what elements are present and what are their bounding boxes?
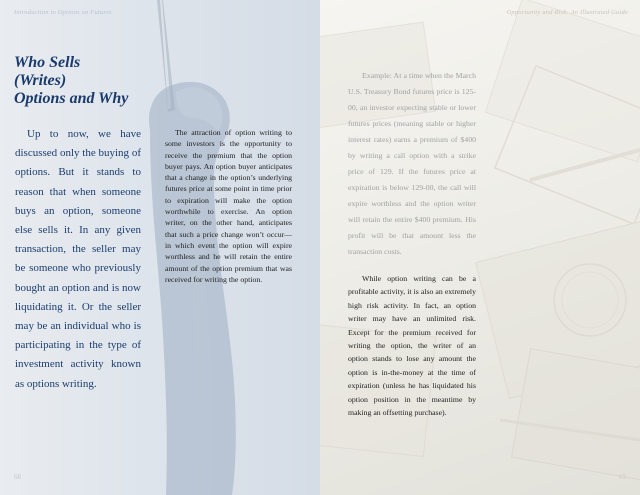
title-line: Who Sells <box>14 54 81 71</box>
risk-paragraph: While option writing can be a profitable activity, it is also an extremely high risk activity. In fact, an option writer may have an unlimited risk. Except for the premium received for writing the option, the writer of an option stands to lose any amount the option is in-the-money at the time of expiration (unless he has liquidated his option position in the meantime by making an offsetting purchase). <box>348 274 476 418</box>
title-line: Options and Why <box>14 90 129 107</box>
page-number: 69 <box>619 473 626 481</box>
title-line: (Writes) <box>14 72 67 89</box>
intro-paragraph: Up to now, we have discussed only the buying of options. But it stands to reason that when someone buys an option, someone else sells it. In any given transaction, the seller may be someone who previously bought an option and is now liquidating it. Or the seller may be an individual who is participating in the type of investment activity known as options writing. <box>15 128 141 390</box>
section-title <box>14 54 164 108</box>
option-writing-attraction-paragraph: The attraction of option writing to some investors is the opportunity to receive the premium that the option buyer pays. An option buyer anticipates that a change in the option’s underlying futures price at some point in time prior to expiration will make the option worthwhile to exercise. An option writer, on the other hand, anticipates that such a price change won’t occur—in which event the option will expire worthless and he will retain the entire amount of the option premium that was received for writing the option. <box>165 128 292 284</box>
running-head: Opportunity and Risk: An Illustrated Guide <box>506 9 628 16</box>
page-number: 68 <box>14 473 21 481</box>
example-paragraph: Example: At a time when the March U.S. Treasury Bond futures price is 125-00, an investor expecting stable or lower futures prices (meaning stable or higher interest rates) earns a premium of $400 by writing a call option with a strike price of 129. If the futures price at expiration is below 129-00, the call will expire worthless and the option writer will retain the entire $400 premium. His profit will be that amount less the transaction costs. <box>348 71 476 256</box>
running-head: Introduction to Options on Futures <box>14 9 112 16</box>
right-page <box>320 0 640 495</box>
